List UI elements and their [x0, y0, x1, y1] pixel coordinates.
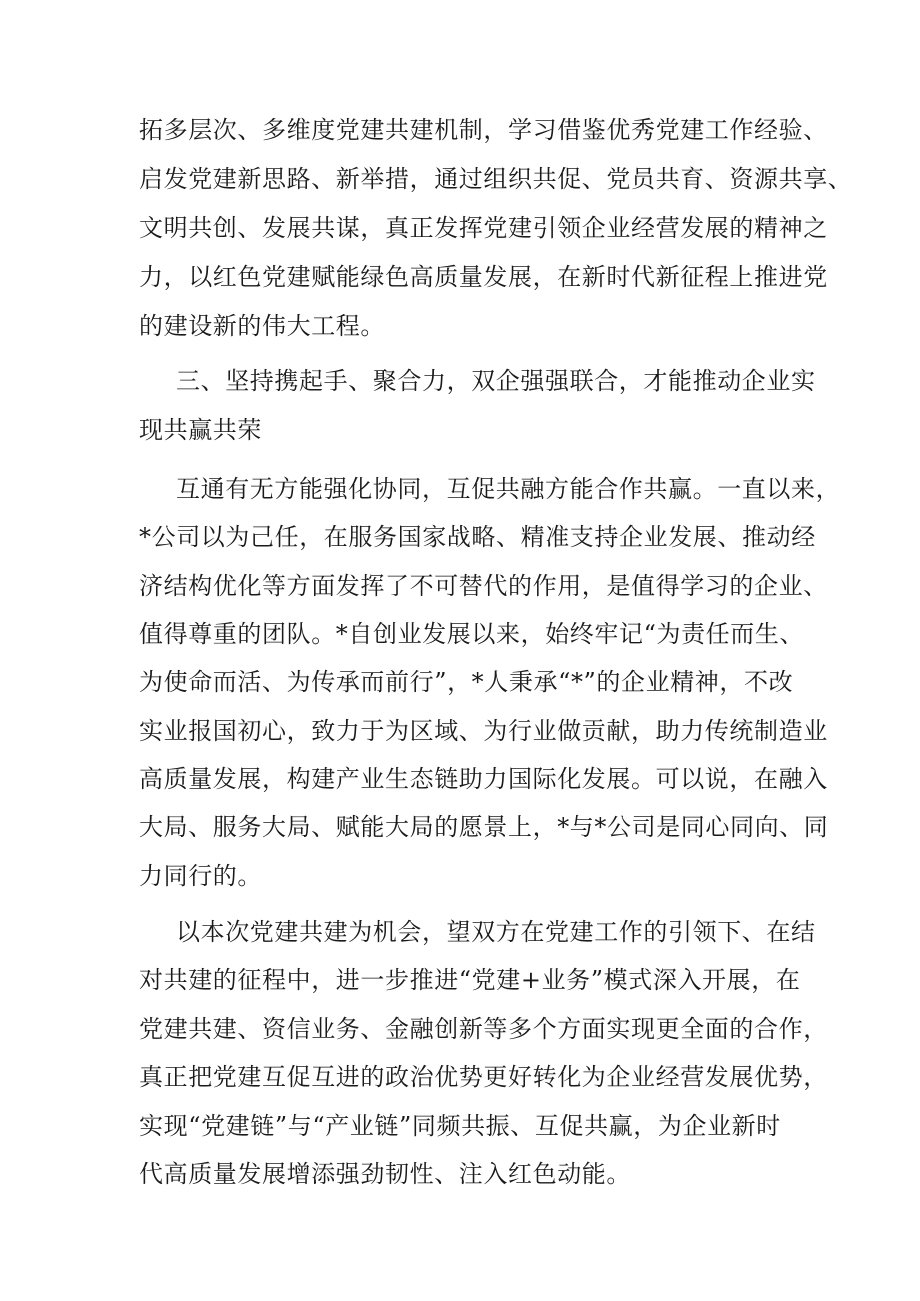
text-line: 实现“党建链”与“产业链”同频共振、互促共赢，为企业新时	[139, 1112, 781, 1140]
text-line: 拓多层次、多维度党建共建机制，学习借鉴优秀党建工作经验、	[139, 116, 828, 144]
text-line: *公司以为己任，在服务国家战略、精准支持企业发展、推动经	[139, 523, 816, 551]
text-line: 文明共创、发展共谋，真正发挥党建引领企业经营发展的精神之	[139, 214, 828, 242]
text-line: 力，以红色党建赋能绿色高质量发展，在新时代新征程上推进党	[139, 263, 828, 291]
heading-line: 现共赢共荣	[139, 416, 262, 444]
text-line: 为使命而活、为传承而前行”，*人秉承“*”的企业精神，不改	[139, 668, 794, 696]
text-line: 力同行的。	[139, 862, 262, 890]
text-line: 互通有无方能强化协同，互促共融方能合作共赢。一直以来，	[176, 475, 841, 503]
text-line: 实业报国初心，致力于为区域、为行业做贡献，助力传统制造业	[139, 717, 828, 745]
text-line: 的建设新的伟大工程。	[139, 312, 385, 340]
text-line: 启发党建新思路、新举措，通过组织共促、党员共育、资源共享、	[139, 165, 853, 193]
text-line: 值得尊重的团队。*自创业发展以来，始终牢记“为责任而生、	[139, 620, 805, 648]
text-line: 对共建的征程中，进一步推进“党建+业务”模式深入开展，在	[139, 966, 801, 994]
text-line: 高质量发展，构建产业生态链助力国际化发展。可以说，在融入	[139, 765, 828, 793]
text-line: 代高质量发展增添强劲韧性、注入红色动能。	[139, 1160, 631, 1188]
text-line: 以本次党建共建为机会，望双方在党建工作的引领下、在结	[176, 918, 816, 946]
heading-line: 三、坚持携起手、聚合力，双企强强联合，才能推动企业实	[176, 367, 816, 395]
text-line: 党建共建、资信业务、金融创新等多个方面实现更全面的合作，	[139, 1015, 828, 1043]
text-line: 真正把党建互促互进的政治优势更好转化为企业经营发展优势，	[139, 1063, 828, 1091]
text-line: 大局、服务大局、赋能大局的愿景上，*与*公司是同心同向、同	[139, 813, 829, 841]
text-line: 济结构优化等方面发挥了不可替代的作用，是值得学习的企业、	[139, 572, 828, 600]
